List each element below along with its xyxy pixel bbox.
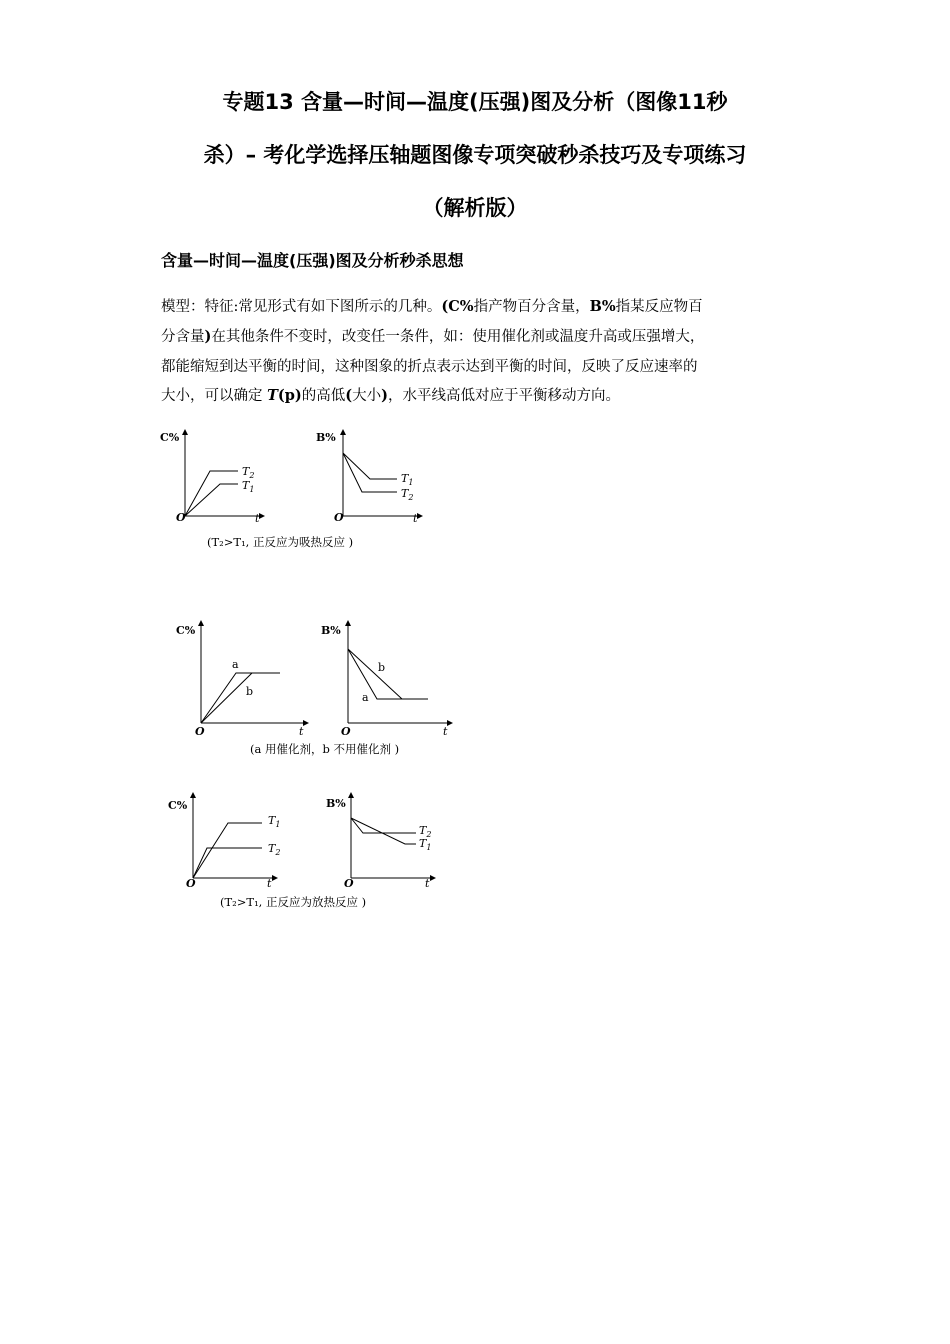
- para-text: 指产物百分含量，: [473, 299, 590, 315]
- curve-label-top: [268, 814, 280, 829]
- curve-upper: [343, 453, 397, 479]
- curve-upper: [351, 818, 416, 833]
- curve-label-a: a: [362, 691, 369, 704]
- curve-a: [348, 649, 428, 699]
- para-text: 指某反应物百: [615, 299, 703, 315]
- para-text: ，水平线高低对应于平衡移动方向。: [388, 388, 621, 404]
- para-text: 模型：特征:常见形式有如下图所示的几种。: [161, 299, 442, 315]
- y-label: B%: [321, 624, 341, 637]
- doc-title-line2: 杀）– 考化学选择压轴题图像专项突破秒杀技巧及专项练习: [203, 143, 747, 167]
- curve-label-main: T: [401, 472, 409, 485]
- curve-label-main: T: [268, 842, 276, 855]
- figure-2-left-graph: [176, 623, 306, 738]
- para-text: 的高低: [301, 388, 346, 404]
- y-label: B%: [326, 797, 346, 810]
- curve-label-bottom: [242, 479, 254, 494]
- curve-label-sub: 1: [275, 820, 281, 829]
- y-label: C%: [160, 431, 180, 444]
- curve-b: [201, 673, 252, 723]
- figure-caption: (a 用催化剂，b 不用催化剂 ): [250, 742, 400, 756]
- para-text: 大小: [352, 388, 382, 404]
- para-bold: (: [345, 387, 353, 404]
- figure-caption: (T₂>T₁, 正反应为放热反应 ): [220, 895, 367, 909]
- curve-label-b: b: [246, 685, 254, 698]
- curve-label-main: T: [419, 824, 427, 837]
- origin-label: O: [341, 725, 351, 738]
- curve-label-a: a: [232, 658, 239, 671]
- origin-label: O: [334, 511, 344, 524]
- curve-label-main: T: [419, 837, 427, 850]
- curve-label-sub: 2: [275, 848, 281, 857]
- curve-label-b: b: [378, 661, 386, 674]
- doc-title-line3: （解析版）: [422, 196, 528, 220]
- curve-label-sub: 2: [426, 830, 432, 839]
- para-bold: ): [204, 328, 212, 345]
- curve-label-top: [242, 465, 254, 480]
- section-heading: 含量—时间—温度(压强)图及分析秒杀思想: [161, 251, 464, 270]
- y-label: B%: [316, 431, 336, 444]
- curve-label-sub: 2: [249, 471, 255, 480]
- paragraph-line3: 都能缩短到达平衡的时间，这种图象的折点表示达到平衡的时间，反映了反应速率的: [161, 359, 698, 375]
- para-bold: (C%: [441, 298, 474, 315]
- x-label: t: [267, 877, 272, 890]
- curve-lower: [343, 453, 397, 492]
- x-label: t: [299, 725, 304, 738]
- figure-1-right-graph: [316, 431, 420, 525]
- figure-caption: (T₂>T₁, 正反应为吸热反应 ): [207, 535, 354, 549]
- curve-a: [201, 673, 280, 723]
- para-bold: (p): [277, 387, 302, 404]
- curve-label-main: T: [401, 487, 409, 500]
- origin-label: O: [176, 511, 186, 524]
- paragraph-line1: [161, 292, 801, 322]
- doc-title-line1: 专题13 含量—时间—温度(压强)图及分析（图像11秒: [222, 90, 728, 114]
- figure-1-left-graph: [160, 431, 262, 525]
- origin-label: O: [186, 877, 196, 890]
- y-label: C%: [168, 799, 188, 812]
- x-label: t: [443, 725, 448, 738]
- figure-2: [170, 615, 470, 765]
- curve-label-bottom: [268, 842, 280, 857]
- curve-label-main: T: [268, 814, 276, 827]
- figure-1: [150, 420, 450, 560]
- curve-label-sub: 1: [249, 485, 255, 494]
- curve-b: [348, 649, 402, 699]
- y-label: C%: [176, 624, 196, 637]
- paragraph-line4: [161, 381, 801, 411]
- figure-3-right-graph: [326, 795, 433, 890]
- para-bold: ): [381, 387, 389, 404]
- curve-label-main: T: [242, 465, 250, 478]
- curve-lower: [351, 818, 416, 844]
- figure-3: [160, 790, 460, 920]
- para-text: 在其他条件不变时，改变任一条件，如：使用催化剂或温度升高或压强增大，: [211, 329, 705, 345]
- curve-label-sub: 1: [426, 843, 432, 852]
- para-text: 大小，可以确定: [161, 388, 268, 404]
- x-label: t: [255, 512, 260, 525]
- paragraph-line2: [161, 322, 801, 352]
- curve-label-bottom: [419, 837, 431, 852]
- curve-upper: [193, 823, 262, 878]
- curve-label-sub: 2: [408, 493, 414, 502]
- x-label: t: [425, 877, 430, 890]
- curve-label-main: T: [242, 479, 250, 492]
- para-italic: T: [267, 387, 278, 404]
- para-text: 分含量: [161, 329, 205, 345]
- curve-label-sub: 1: [408, 478, 414, 487]
- figure-3-left-graph: [168, 795, 280, 890]
- curve-lower: [185, 484, 238, 516]
- origin-label: O: [344, 877, 354, 890]
- curve-label-top: [401, 472, 413, 487]
- figure-2-right-graph: [321, 623, 450, 738]
- curve-label-bottom: [401, 487, 413, 502]
- x-label: t: [413, 512, 418, 525]
- curve-lower: [193, 848, 262, 878]
- origin-label: O: [195, 725, 205, 738]
- para-bold: B%: [589, 298, 616, 315]
